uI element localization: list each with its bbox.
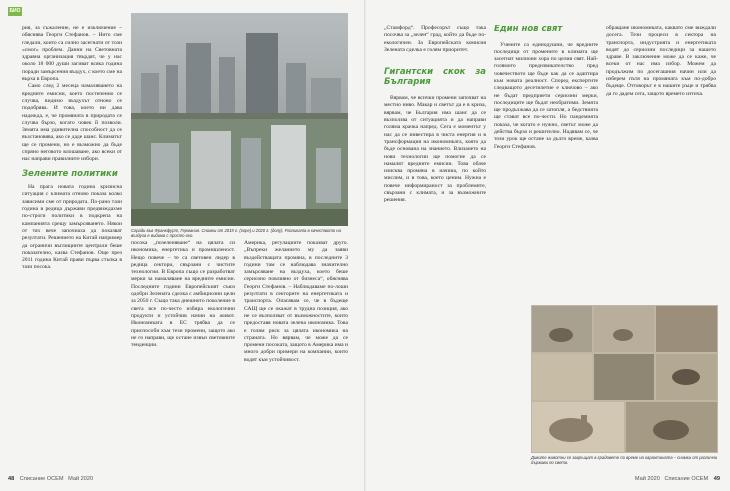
paragraph: Само след 2 месеца намаляването на вредните емисии, което постепенно се случва, видимо въздухът отново се подобрява. И това, което ни дава надежда, е, че промяната в природата се случва бързо, когато човек й позволи. Земята има удивителна способност да се възстановява, ако се даде шанс. Климатът ще се промени, но е възможно да бъде спряно неговото влошаване, ако всеки от нас направи правилните избори.: [22, 83, 122, 163]
animals-collage-photo: [531, 305, 718, 453]
left-column-3: [244, 240, 348, 472]
section-heading: Гигантски скок за България: [384, 67, 486, 87]
spread-gutter: [364, 0, 366, 491]
paragraph: обращане икономиката, каквато сме виждали досега. Тези процеси в сектора на транспорта, индустрията и енергетиката водят до сериозни последици за нашето здраве. В заключение може да се каже, че всеки от нас има избор. Можем да продължим по досегашния начин или да изберем пътя на промяната към по-добро бъдеще. Отговорът е в нашите ръце и трябва да го дадем сега, защото времето изтича.: [606, 25, 716, 97]
section-heading: Един нов свят: [494, 25, 563, 34]
section-tag: БИО: [9, 8, 21, 14]
right-folio: [635, 476, 720, 482]
paragraph: рия, за съжаление, не е изключение – обяснява Георги Стефанов. – Нито сме гледали, които са силно засегнати от този «смог» проблем. Данни на Световната здравна организация твърдят, че у нас около 18 000 души загиват всяка година поради замърсения въздух, с което сме на върха в Европа.: [22, 25, 122, 83]
magazine-name: Списание ОСЕМ: [19, 476, 64, 482]
city-photo-graphic: [131, 13, 348, 226]
paragraph: Америка, регулациите показват друго. „Въпреки желанието му да заяви въздействащата промяна, в последните 3 години там се наблюдава значително замърсяване на въздуха, което беше сериозно повлияно от бизнеса“, обяснява Георги Стефанов. – Наблюдаваме по-лоши резултати в секторите на енергетиката и транспорта. Опасявам се, че в бъдеще САЩ ще се окажат в трудна позиция, ако не се възползват от възможностите, които предоставя новата зелена икономика. Това е голям риск за цялата икономика на страната. Но вярвам, че може да се промени посоката, защото в Америка има и много добри примери на компании, които водят към устойчивост.: [244, 240, 348, 363]
paragraph: Учените са единодушни, че вредните последици от промените в климата ще засегнат милиони хора по целия свят. Най-голямото предизвикателство пред човечеството ще бъде как да се адаптира към новата реалност. Според експертите следващото десетилетие е ключово – ако не бъдат предприети сериозни мерки, последиците ще бъдат необратими. Земята ще продължава да се затопля, а бедствията ще стават все по-чести. Но пандемията показа, че когато е нужно, светът може да действа бързо и решително. Надявам се, че този урок ще остане за дълго време, казва Георги Стефанов.: [494, 41, 598, 150]
section-heading: Зелените политики: [22, 168, 118, 179]
left-folio: [8, 476, 93, 482]
page-number: 49: [713, 476, 720, 482]
city-smog-photo: [131, 13, 348, 226]
right-column-1: [384, 25, 486, 472]
paragraph: посока „позеленяване“ на цялата си икономика, енергетика и промишленост. Нещо повече – те са световен лидер в редица сектори, свързани с чистите технологии. В Европа също се разработват мерки за намаляване на вредните емисии. Последните години Европейският съюз одобри Зелената сделка с амбициозни цели за 2050 г. Също така днешното поколение в света все по-често избира екологични продукти и устойчив начин на живот. Икономиката в ЕС трябва да се приспособи към тези промени, защото ако не го направи, ще остане извън световните тенденции.: [131, 240, 235, 349]
left-column-1: [22, 25, 122, 472]
page-number: 48: [8, 476, 15, 482]
left-column-2: [131, 240, 235, 472]
paragraph: Вярвам, че всички промени започват на местно ниво. Макар и светът да е в криза, вярвам, че България има шанс да се възползва от ситуацията и да направи голяма крачка напред. Сега е моментът у нас да се инвестира в чиста енергия и в трансформация на икономиката, която да бъде основана на знанието. Влизането на нови технологии ще помогне да се намалят вредните емисии. Това обаче изисква промяна в начина, по който мислим, и в това, което ценим. Нужна е повече информираност за проблемите, свързани с климата, и за възможните решения.: [384, 95, 486, 204]
photo-caption: Сгради във Франкфурт, Германия. Снимки от 2019 г. (горе) и 2020 г. (долу). Разликата в качеството на въздуха е видима с просто око.: [131, 228, 341, 239]
magazine-name: Списание ОСЕМ: [664, 476, 709, 482]
collage-graphic: [531, 305, 718, 453]
issue-date: Май 2020: [634, 476, 660, 482]
right-column-2: [494, 25, 598, 300]
right-column-3: [606, 25, 716, 300]
paragraph: „Стамфорд“. Професорът също така посочва за „зелен“ град, който да бъде по-екологичен. За Европейската комисия Зелената сделка е голям приоритет.: [384, 25, 486, 53]
photo-caption: Дивите животни се завръщат в градовете по време на карантината – снимки от различни държави по света.: [531, 455, 718, 466]
paragraph: На прага новата година кризисна ситуация с климата отново показа колко зависими сме от природата. По-рано тази година в редица държави предвиждахме по-строги политики в подкрепа на кампанията срещу замърсяването. Някои от тях вече започнаха да показват резултати. Решението на Китай например да ограничи въглищните централи беше показателно, казва Стефанов. Още през 2011 година Китай прави първа стъпка в тази посока.: [22, 184, 122, 271]
issue-date: Май 2020: [68, 476, 94, 482]
